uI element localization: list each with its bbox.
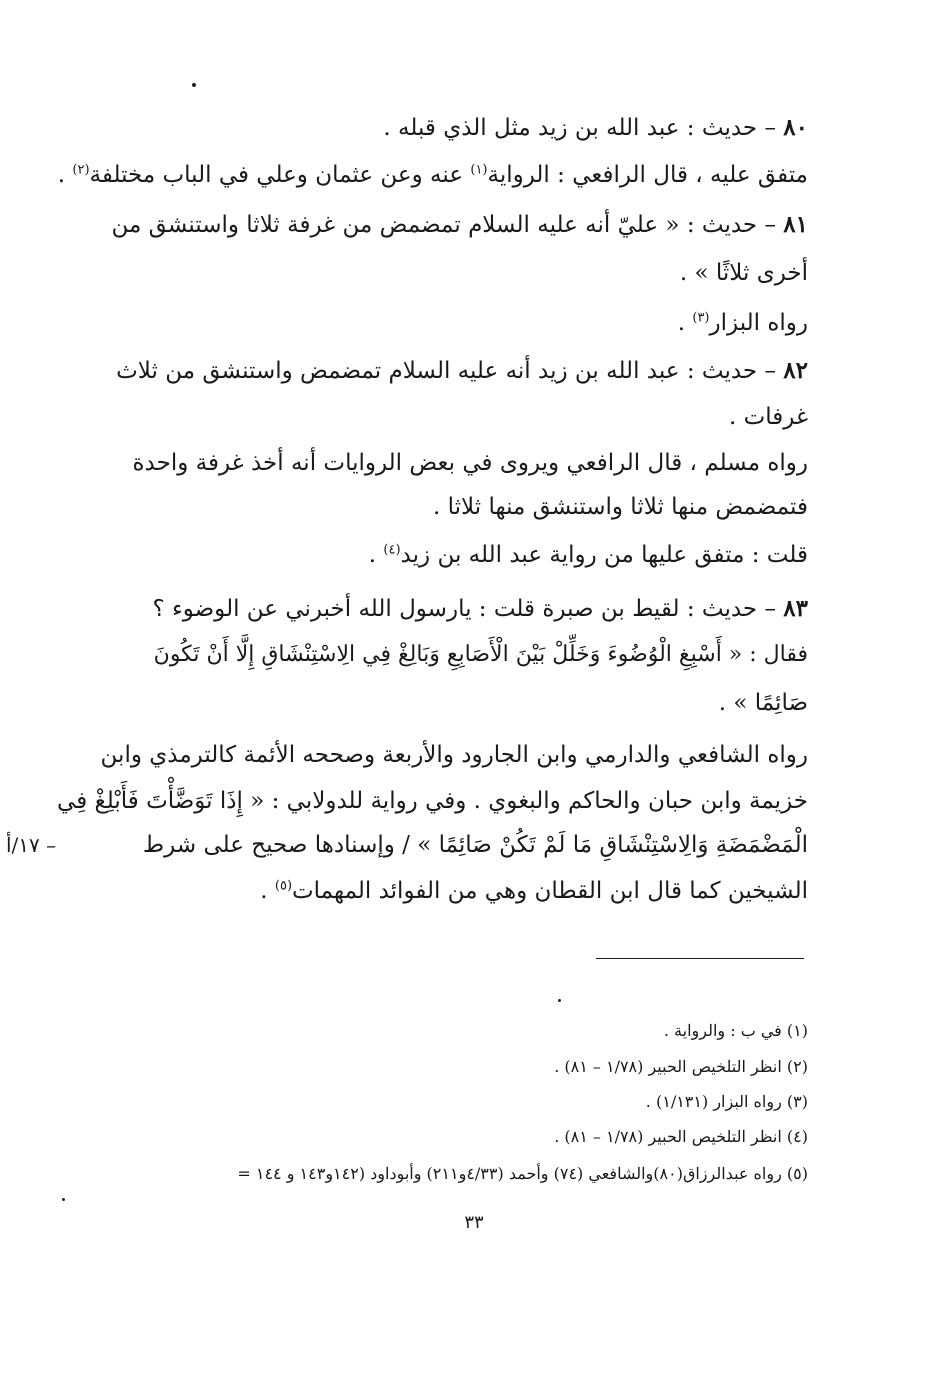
footnote-ref: (٢) [72,162,90,178]
hadith-text: – حديث : عبد الله بن زيد أنه عليه السلام تمضمض واستنشق من ثلاث [116,358,784,384]
footnote-separator [596,958,804,959]
hadith-82-note [369,540,808,570]
note-text: . [368,542,384,568]
hadith-83-heading [152,594,808,624]
hadith-number: ٨١ [783,211,808,238]
hadith-81-reference [678,308,808,338]
commentary-text: متفق عليه ، قال الرافعي : الرواية [487,162,808,188]
hadith-81-heading [112,210,809,240]
hadith-81-continuation: أخرى ثلاثًا » . [679,260,808,286]
manuscript-folio-marker: ١٧/أ – [6,833,57,857]
hadith-text: – حديث : « عليّ أنه عليه السلام تمضمض من غرفة ثلاثا واستنشق من [111,212,784,238]
hadith-82-continuation: غرفات . [729,404,808,430]
hadith-text: – حديث : عبد الله بن زيد مثل الذي قبله . [383,115,784,141]
reference-text: رواه البزار [709,310,808,336]
hadith-82-commentary-line2: فتمضمض منها ثلاثا واستنشق منها ثلاثا . [433,494,808,520]
hadith-83-commentary-line3: الْمَضْمَضَةِ وَالِاسْتِنْشَاقِ مَا لَمْ تَكُنْ صَائِمًا » / وإسنادها صحيح على شرط [142,832,808,858]
footnote-ref: (٤) [383,542,401,558]
commentary-text: . [57,162,73,188]
hadith-82-commentary-line1: رواه مسلم ، قال الرافعي ويروى في بعض الروايات أنه أخذ غرفة واحدة [132,450,808,476]
hadith-83-commentary-line1: رواه الشافعي والدارمي وابن الجارود والأربعة وصححه الأئمة كالترمذي وابن [100,742,808,768]
footnote-5: (٥) رواه عبدالرزاق(٨٠)والشافعي (٧٤) وأحمد (٤/٣٣و٢١١) وأبوداود (١٤٢و١٤٣ و ١٤٤ = [237,1164,808,1183]
hadith-83-commentary-line4 [260,876,808,906]
page-number: ٣٣ [464,1212,484,1233]
scan-speck [192,83,196,87]
commentary-text: عنه وعن عثمان وعلي في الباب مختلفة [89,162,471,188]
footnote-2: (٢) انظر التلخيص الحبير (١/٧٨ – ٨١) . [554,1057,808,1076]
commentary-text: . [260,878,275,904]
hadith-82-heading [116,356,808,386]
hadith-83-prophetic-text-end: صَائِمًا » . [718,690,808,716]
footnote-1: (١) في ب : والرواية . [663,1021,808,1040]
scan-speck [62,1198,65,1201]
footnote-ref: (٣) [692,310,710,326]
scan-speck [558,999,561,1002]
footnote-ref: (٥) [274,878,293,894]
footnote-4: (٤) انظر التلخيص الحبير (١/٧٨ – ٨١) . [554,1127,808,1146]
hadith-80-heading [383,113,808,143]
note-text: قلت : متفق عليها من رواية عبد الله بن زيد [400,542,808,568]
hadith-number: ٨٠ [783,114,808,141]
footnote-ref: (١) [470,162,488,178]
hadith-80-commentary [58,160,808,190]
hadith-text: – حديث : لقيط بن صبرة قلت : يارسول الله أخبرني عن الوضوء ؟ [152,596,784,622]
hadith-number: ٨٣ [783,595,808,622]
footnote-3: (٣) رواه البزار (١/١٣١) . [645,1092,808,1111]
commentary-text: الشيخين كما قال ابن القطان وهي من الفوائد المهمات [292,878,808,904]
hadith-83-prophetic-text: فقال : « أَسْبِغِ الْوُضُوءَ وَخَلِّلْ بَيْنَ الْأَصَابِعِ وَبَالِغْ فِي الِاسْتِنْشَاقِ إِلَّا أَنْ تَكُونَ [153,642,808,667]
reference-text: . [677,310,693,336]
hadith-83-commentary-line2: خزيمة وابن حبان والحاكم والبغوي . وفي رواية للدولابي : « إِذَا تَوَضَّأْتَ فَأَبْلِغْ فِي [57,788,808,814]
hadith-number: ٨٢ [783,357,808,384]
